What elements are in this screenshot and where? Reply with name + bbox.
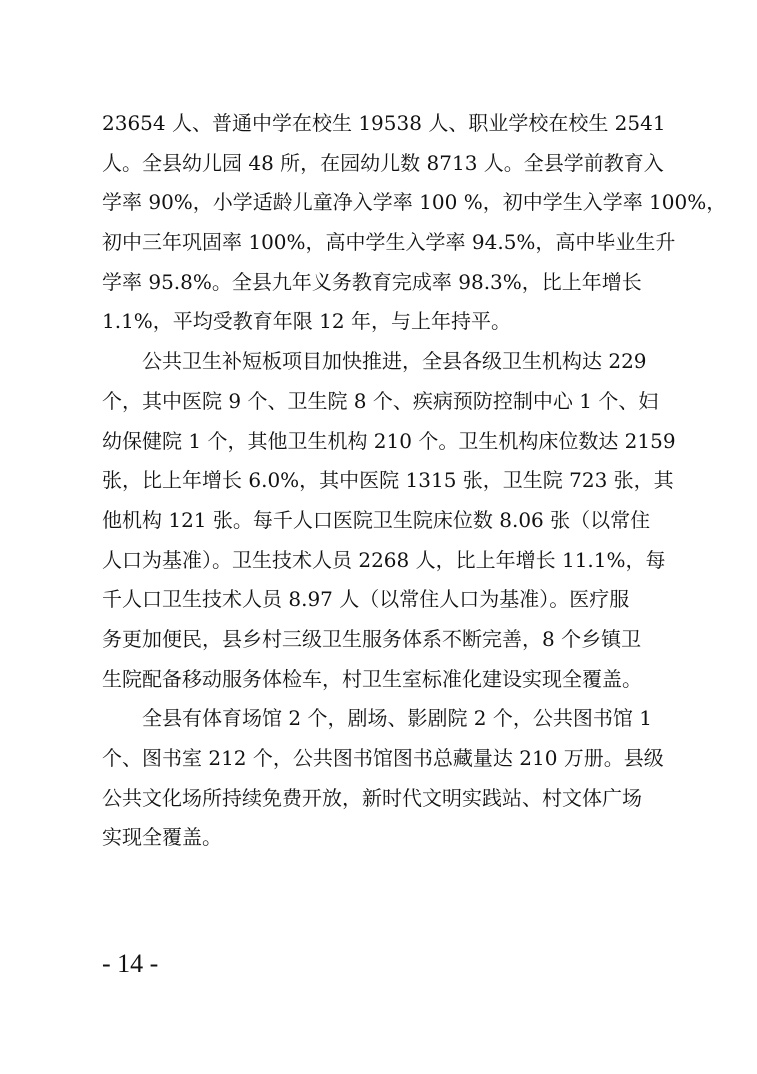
paragraph-culture-sports: [102, 699, 664, 858]
text-line: 务更加便民，县乡村三级卫生服务体系不断完善，8 个乡镇卫: [102, 626, 642, 651]
text-line: 个，其中医院 9 个、卫生院 8 个、疾病预防控制中心 1 个、妇: [102, 388, 659, 413]
text-line: 人。全县幼儿园 48 所，在园幼儿数 8713 人。全县学前教育入: [102, 150, 664, 175]
text-line: 张，比上年增长 6.0%，其中医院 1315 张，卫生院 723 张，其: [102, 468, 674, 493]
text-line: 人口为基准）。卫生技术人员 2268 人，比上年增长 11.1%，每: [102, 547, 666, 572]
text-line: 23654 人、普通中学在校生 19538 人、职业学校在校生 2541: [102, 111, 666, 135]
text-line: 千人口卫生技术人员 8.97 人（以常住人口为基准）。医疗服: [102, 587, 630, 612]
text-line: 初中三年巩固率 100%，高中学生入学率 94.5%，高中毕业生升: [102, 230, 676, 255]
paragraph-public-health: [102, 342, 676, 699]
text-line: 实现全覆盖。: [102, 825, 222, 850]
document-body: [102, 104, 727, 858]
text-line: 学率 95.8%。全县九年义务教育完成率 98.3%，比上年增长: [102, 269, 642, 294]
text-line: 公共文化场所持续免费开放，新时代文明实践站、村文体广场: [102, 785, 642, 810]
text-line: 幼保健院 1 个，其他卫生机构 210 个。卫生机构床位数达 2159: [102, 428, 676, 453]
paragraph-education: [102, 104, 727, 342]
text-line: 个、图书室 212 个，公共图书馆图书总藏量达 210 万册。县级: [102, 746, 664, 770]
text-line: 全县有体育场馆 2 个，剧场、影剧院 2 个，公共图书馆 1: [142, 706, 652, 731]
text-line: 1.1%，平均受教育年限 12 年，与上年持平。: [102, 309, 511, 334]
text-line: 学率 90%，小学适龄儿童净入学率 100 %，初中学生入学率 100%，: [102, 190, 727, 215]
page-number: - 14 -: [102, 949, 159, 978]
text-line: 公共卫生补短板项目加快推进，全县各级卫生机构达 229: [142, 349, 647, 374]
text-line: 生院配备移动服务体检车，村卫生室标准化建设实现全覆盖。: [102, 666, 642, 691]
text-line: 他机构 121 张。每千人口医院卫生院床位数 8.06 张（以常住: [102, 507, 651, 532]
